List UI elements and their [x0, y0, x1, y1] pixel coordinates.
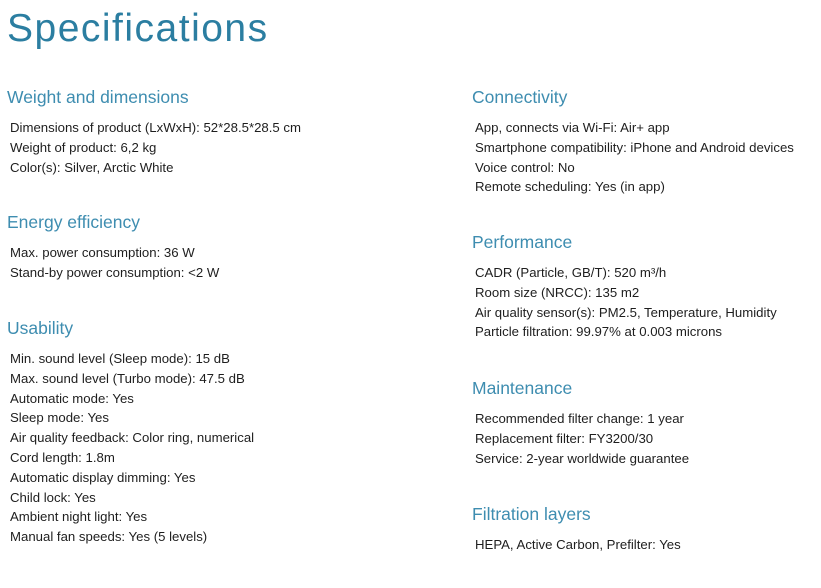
spec-item: Child lock: Yes: [10, 489, 96, 505]
page-title: Specifications: [7, 7, 269, 50]
section-heading: Connectivity: [472, 87, 568, 107]
spec-item: Automatic display dimming: Yes: [10, 469, 196, 485]
spec-item: Dimensions of product (LxWxH): 52*28.5*28.5 cm: [10, 120, 301, 135]
section-filtration-layers: [472, 503, 681, 555]
spec-item: Min. sound level (Sleep mode): 15 dB: [10, 351, 230, 366]
spec-item: Manual fan speeds: Yes (5 levels): [10, 529, 208, 545]
section-heading: Performance: [472, 232, 573, 252]
spec-item: Automatic mode: Yes: [10, 390, 134, 406]
spec-item: Room size (NRCC): 135 m2: [475, 284, 640, 300]
section-heading: Usability: [7, 318, 74, 338]
spec-item: Recommended filter change: 1 year: [475, 411, 684, 426]
spec-item: Stand-by power consumption: <2 W: [10, 264, 220, 280]
spec-item: Max. power consumption: 36 W: [10, 245, 195, 260]
spec-item: HEPA, Active Carbon, Prefilter: Yes: [475, 537, 681, 552]
spec-item: Air quality feedback: Color ring, numerical: [10, 430, 255, 446]
section-connectivity: [472, 86, 794, 197]
spec-item: Color(s): Silver, Arctic White: [10, 159, 174, 175]
section-heading: Weight and dimensions: [7, 87, 189, 107]
section-usability: [7, 317, 254, 547]
spec-item: Voice control: No: [475, 159, 575, 175]
section-heading: Energy efficiency: [7, 212, 140, 232]
section-performance: [472, 231, 777, 342]
section-heading: Maintenance: [472, 378, 573, 398]
section-weight-dimensions: [7, 86, 301, 177]
spec-item: App, connects via Wi-Fi: Air+ app: [475, 120, 670, 135]
spec-item: Ambient night light: Yes: [10, 509, 148, 525]
spec-item: Particle filtration: 99.97% at 0.003 microns: [475, 324, 723, 340]
spec-item: Sleep mode: Yes: [10, 410, 109, 426]
spec-item: Air quality sensor(s): PM2.5, Temperature, Humidity: [475, 304, 777, 320]
spec-item: CADR (Particle, GB/T): 520 m³/h: [475, 265, 667, 280]
spec-item: Remote scheduling: Yes (in app): [475, 179, 665, 195]
spec-item: Service: 2-year worldwide guarantee: [475, 450, 690, 466]
section-maintenance: [472, 377, 689, 468]
spec-item: Replacement filter: FY3200/30: [475, 430, 654, 446]
spec-item: Max. sound level (Turbo mode): 47.5 dB: [10, 370, 245, 386]
spec-item: Cord length: 1.8m: [10, 449, 115, 465]
spec-item: Smartphone compatibility: iPhone and Android devices: [475, 139, 794, 155]
section-heading: Filtration layers: [472, 504, 591, 524]
section-energy-efficiency: [7, 211, 219, 283]
spec-item: Weight of product: 6,2 kg: [10, 139, 157, 155]
